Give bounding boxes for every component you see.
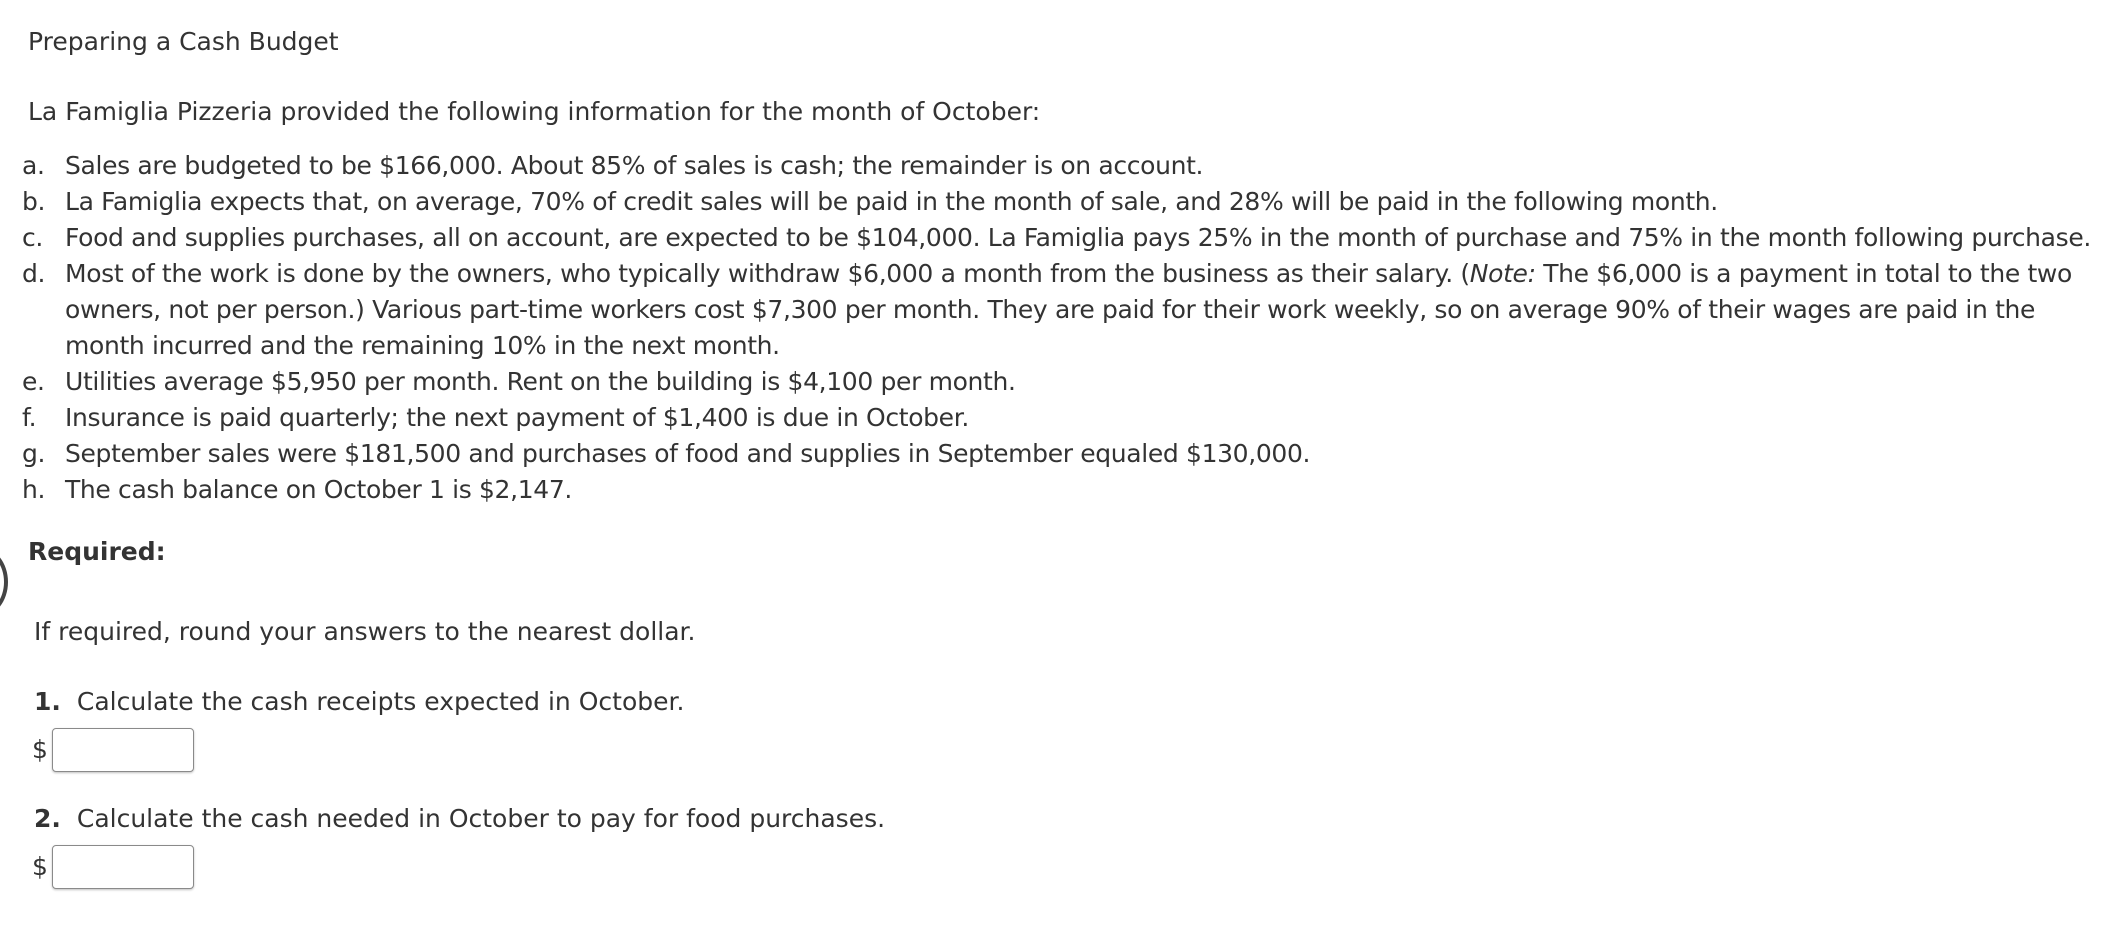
item-letter: c. [22, 223, 43, 252]
question-number: 2. [34, 804, 61, 833]
list-item [22, 364, 2106, 400]
list-item [22, 436, 2106, 472]
item-letter: f. [22, 403, 37, 432]
dollar-sign: $ [32, 735, 48, 764]
question-2 [34, 803, 885, 835]
item-letter: e. [22, 367, 45, 396]
question-text: Calculate the cash receipts expected in October. [76, 687, 685, 716]
question-number: 1. [34, 687, 61, 716]
item-text: September sales were $181,500 and purchases of food and supplies in September equaled $130,000. [65, 439, 1311, 468]
page-title: Preparing a Cash Budget [28, 27, 339, 56]
food-purchases-cash-input[interactable] [52, 845, 194, 889]
item-letter: b. [22, 187, 46, 216]
item-text: Sales are budgeted to be $166,000. About 85% of sales is cash; the remainder is on account. [65, 151, 1204, 180]
item-text-after-note: The $6,000 is a payment in total to the two owners, not per person.) Various part-time workers cost $7,300 per month. They are paid for their work weekly, so on average 90% of their wages are paid in the month incurred and the remaining 10% in the next month. [65, 259, 2072, 360]
item-text: Food and supplies purchases, all on account, are expected to be $104,000. La Famiglia pays 25% in the month of purchase and 75% in the month following purchase. [65, 223, 2091, 252]
info-list [22, 148, 2106, 508]
list-item [22, 400, 2106, 436]
list-item [22, 148, 2106, 184]
item-text: La Famiglia expects that, on average, 70% of credit sales will be paid in the month of sale, and 28% will be paid in the following month. [65, 187, 1718, 216]
item-letter: d. [22, 259, 46, 288]
item-letter: g. [22, 439, 46, 468]
item-text: Insurance is paid quarterly; the next payment of $1,400 is due in October. [65, 403, 969, 432]
list-item [22, 220, 2106, 256]
answer-1-group [32, 727, 194, 773]
question-1 [34, 686, 684, 718]
intro-text: La Famiglia Pizzeria provided the following information for the month of October: [28, 97, 1041, 126]
item-letter: a. [22, 151, 45, 180]
dollar-sign: $ [32, 852, 48, 881]
rounding-instruction: If required, round your answers to the nearest dollar. [34, 617, 696, 646]
item-text: The cash balance on October 1 is $2,147. [65, 475, 572, 504]
item-text: Utilities average $5,950 per month. Rent on the building is $4,100 per month. [65, 367, 1016, 396]
question-text: Calculate the cash needed in October to pay for food purchases. [76, 804, 886, 833]
answer-2-group [32, 844, 194, 890]
required-heading: Required: [28, 537, 166, 566]
list-item [22, 472, 2106, 508]
list-item [22, 256, 2106, 364]
item-letter: h. [22, 475, 46, 504]
list-item [22, 184, 2106, 220]
cash-receipts-input[interactable] [52, 728, 194, 772]
side-arc-decoration [0, 547, 8, 617]
item-text-before-note: Most of the work is done by the owners, who typically withdraw $6,000 a month from the business as their salary. ( [65, 259, 1470, 288]
note-label: Note: [1469, 259, 1536, 288]
